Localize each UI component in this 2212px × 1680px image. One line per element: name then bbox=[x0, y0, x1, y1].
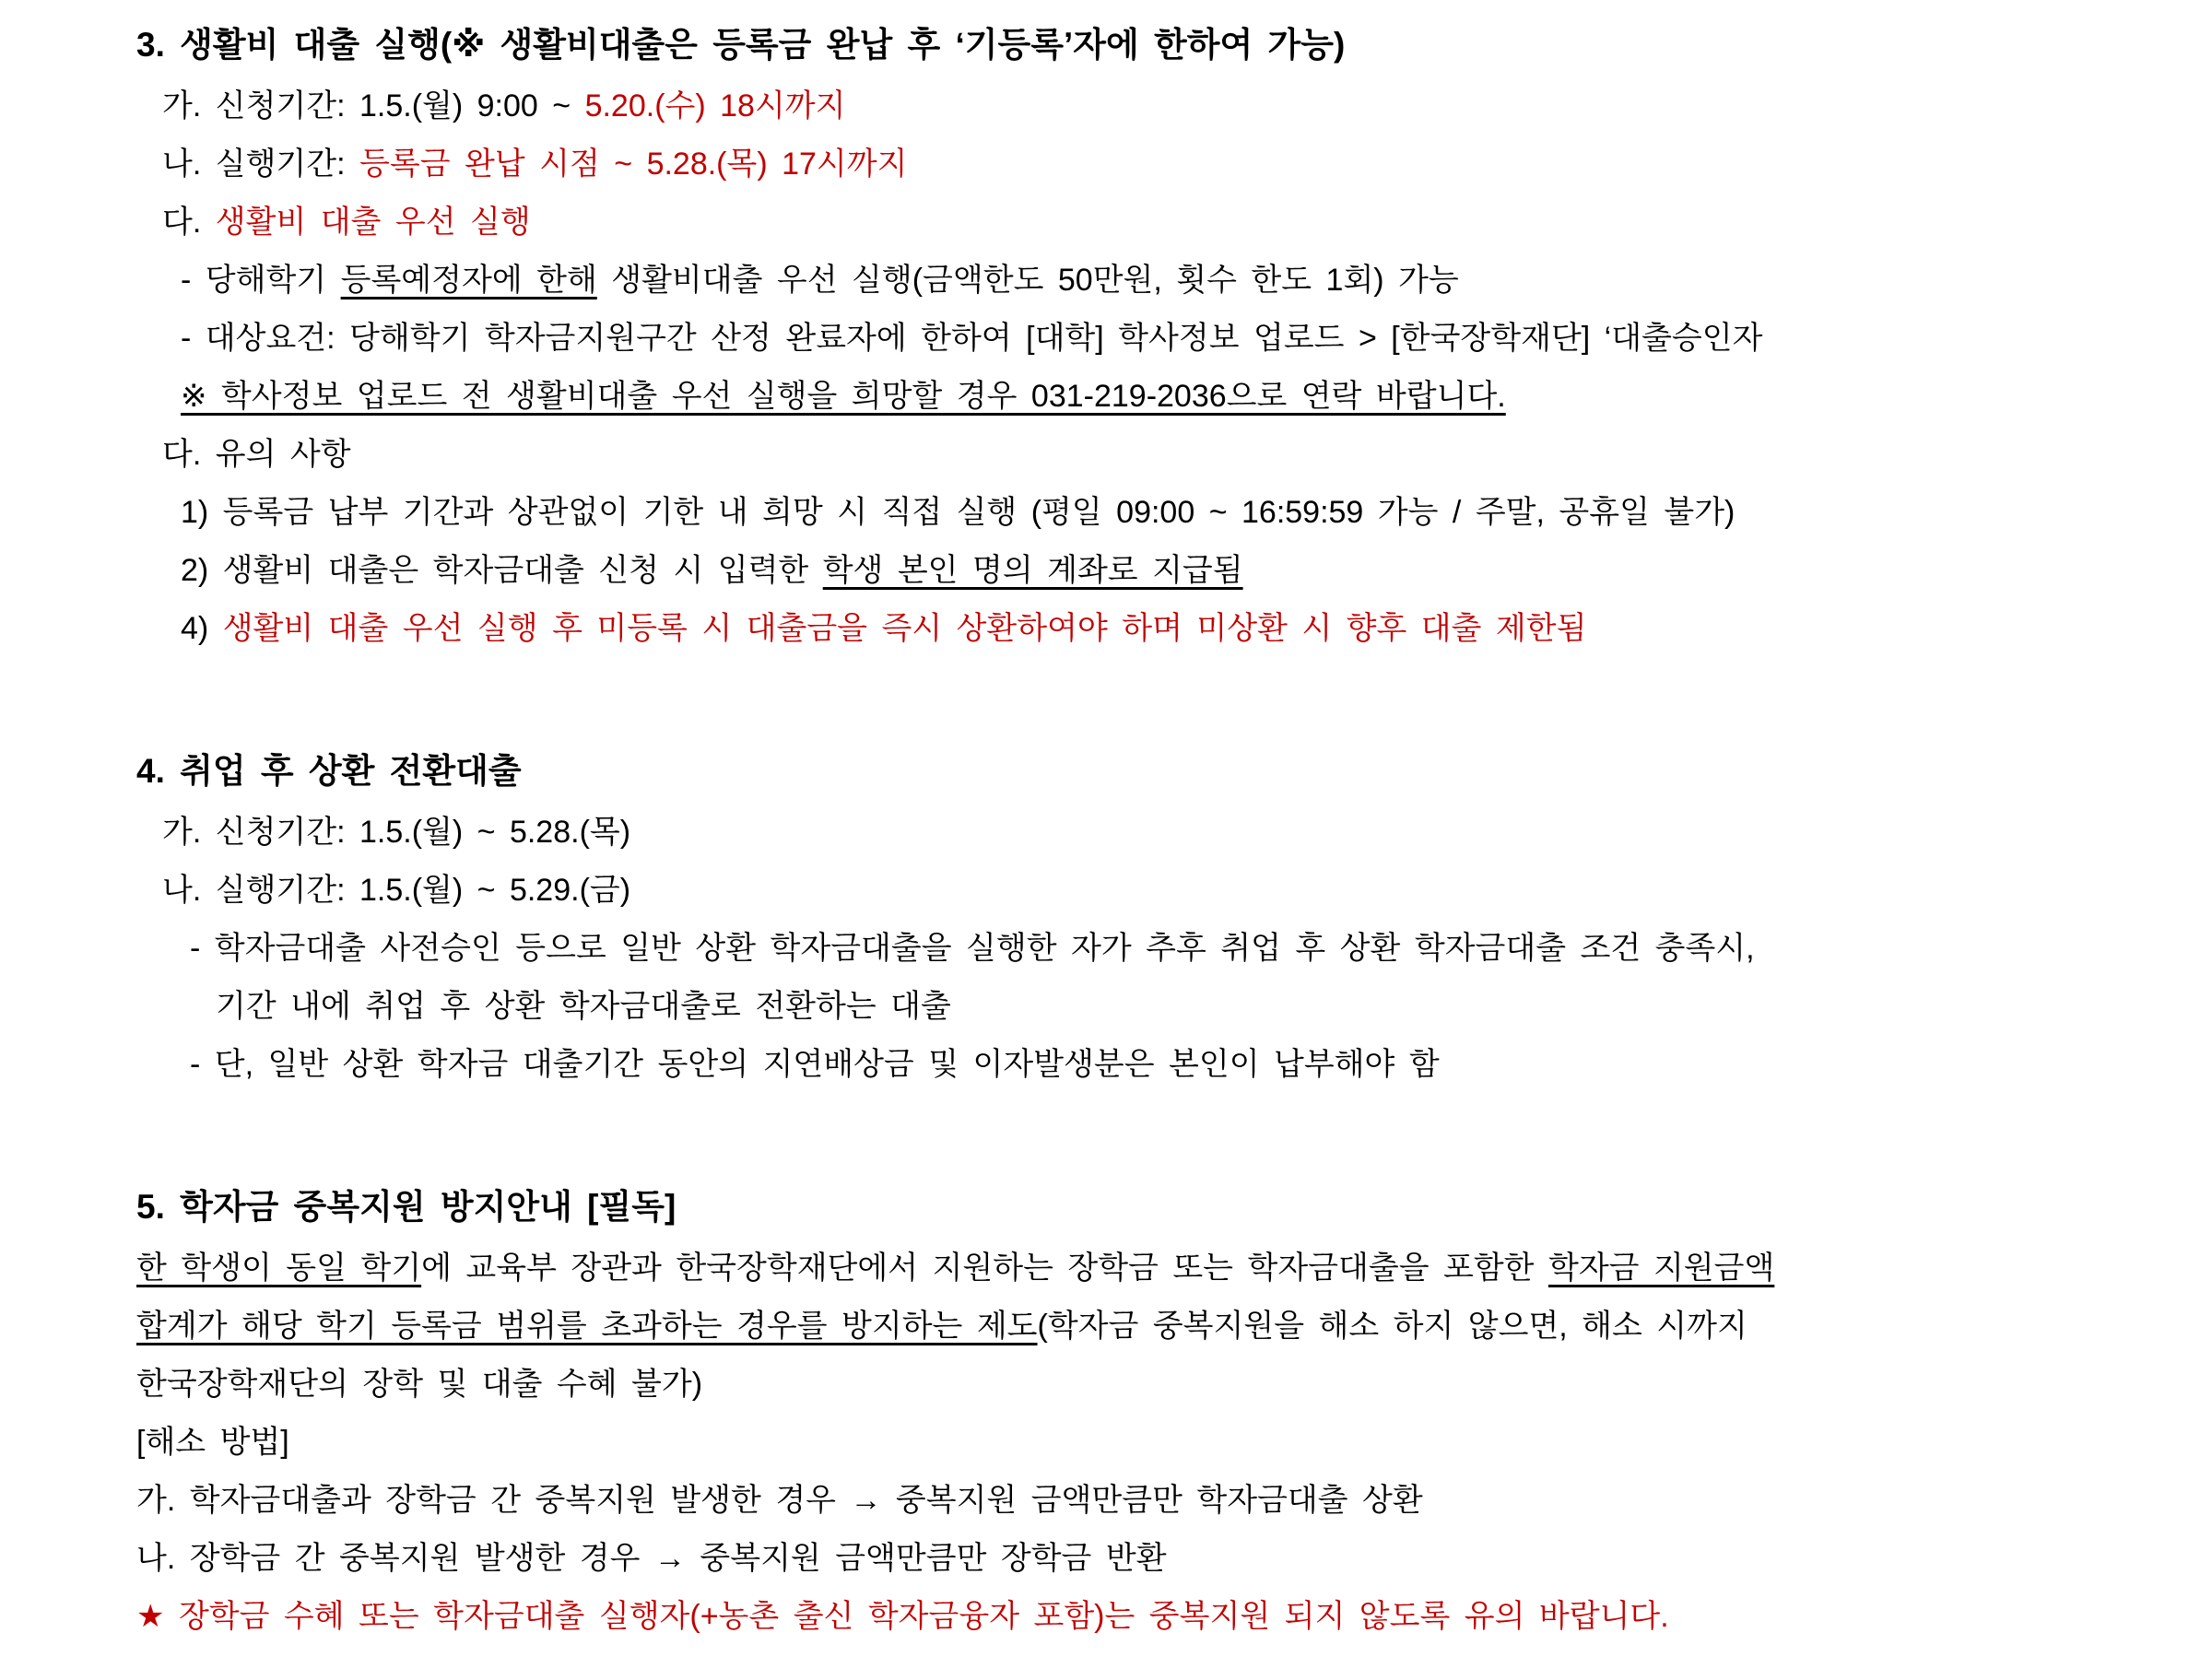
text-segment: (학자금 중복지원을 해소 하지 않으면, 해소 시까지 bbox=[1037, 1309, 1747, 1344]
text-segment: - 대상요건: 당해학기 학자금지원구간 산정 완료자에 한하여 [대학] 학사정보 업로드 > [한국장학재단] ‘대출승인자 bbox=[181, 321, 1763, 356]
document-line bbox=[136, 310, 2157, 368]
document-line bbox=[136, 252, 2157, 310]
text-segment: 생활비대출 우선 실행(금액한도 50만원, 횟수 한도 1회) 가능 bbox=[596, 263, 1459, 298]
section-heading: 3. 생활비 대출 실행(※ 생활비대출은 등록금 완납 후 ‘기등록’자에 한하여 가능) bbox=[136, 26, 1346, 64]
document-line bbox=[136, 77, 2157, 135]
text-segment: 생활비 대출 우선 실행 bbox=[215, 205, 531, 240]
text-segment: 기간 내에 취업 후 상환 학자금대출로 전환하는 대출 bbox=[216, 989, 951, 1024]
text-segment: 가. 신청기간: 1.5.(월) ~ 5.28.(목) bbox=[162, 815, 631, 850]
text-segment: 2) 생활비 대출은 학자금대출 신청 시 입력한 bbox=[181, 553, 823, 588]
text-segment: 한 학생이 동일 학기 bbox=[136, 1251, 422, 1286]
document-line bbox=[136, 1530, 2157, 1588]
document-line bbox=[136, 1356, 2157, 1414]
document-line bbox=[136, 426, 2157, 484]
text-segment: 학자금 지원금액 bbox=[1547, 1251, 1775, 1286]
text-segment: 등록금 완납 시점 ~ 5.28.(목) 17시까지 bbox=[359, 147, 908, 182]
text-segment: 가. 신청기간: 1.5.(월) 9:00 ~ bbox=[162, 88, 585, 123]
text-segment: 가. 학자금대출과 장학금 간 중복지원 발생한 경우 → 중복지원 금액만큼만 학자금대출 상환 bbox=[136, 1483, 1423, 1518]
section-heading: 5. 학자금 중복지원 방지안내 [필독] bbox=[136, 1188, 677, 1226]
document-line bbox=[136, 1414, 2157, 1472]
document-line bbox=[136, 1239, 2157, 1298]
document-line bbox=[136, 804, 2157, 862]
document-line bbox=[136, 484, 2157, 542]
text-segment: 등록예정자에 한해 bbox=[340, 263, 597, 298]
text-segment: - 당해학기 bbox=[181, 263, 341, 298]
text-segment: 1) 등록금 납부 기간과 상관없이 기한 내 희망 시 직접 실행 (평일 09:00 ~ 16:59:59 가능 / 주말, 공휴일 불가) bbox=[181, 495, 1735, 530]
section-living-expense-loan-execution bbox=[136, 13, 2157, 658]
text-segment: 5.20.(수) 18시까지 bbox=[584, 88, 846, 123]
text-segment: 학생 본인 명의 계좌로 지급됨 bbox=[822, 553, 1243, 588]
document-line bbox=[136, 920, 2157, 978]
text-segment: 에 교육부 장관과 한국장학재단에서 지원하는 장학금 또는 학자금대출을 포함한 bbox=[421, 1251, 1548, 1286]
document-line bbox=[136, 1588, 2157, 1646]
text-segment: 4) bbox=[181, 611, 223, 646]
document-line bbox=[136, 368, 2157, 426]
text-segment: 나. 실행기간: 1.5.(월) ~ 5.29.(금) bbox=[162, 873, 631, 908]
document-line bbox=[136, 194, 2157, 252]
text-segment: 다. 유의 사항 bbox=[162, 437, 351, 472]
text-segment: ※ 학사정보 업로드 전 생활비대출 우선 실행을 희망할 경우 031-219-2036으로 연락 바랍니다. bbox=[181, 379, 1506, 414]
section-conversion-loan-after-employment bbox=[136, 739, 2157, 1094]
text-segment: 나. 실행기간: bbox=[162, 147, 360, 182]
document-line bbox=[136, 978, 2157, 1036]
section-duplicate-support-prevention-notice bbox=[136, 1175, 2157, 1646]
text-segment: 한국장학재단의 장학 및 대출 수혜 불가) bbox=[136, 1367, 703, 1402]
section-heading: 4. 취업 후 상환 전환대출 bbox=[136, 752, 522, 790]
text-segment: 나. 장학금 간 중복지원 발생한 경우 → 중복지원 금액만큼만 장학금 반환 bbox=[136, 1541, 1167, 1576]
document-line bbox=[136, 1472, 2157, 1530]
text-segment: 합계가 해당 학기 등록금 범위를 초과하는 경우를 방지하는 제도 bbox=[136, 1309, 1038, 1344]
text-segment: ★ bbox=[136, 1599, 179, 1634]
document-line bbox=[136, 862, 2157, 920]
text-segment: [해소 방법] bbox=[136, 1425, 289, 1460]
text-segment: - 학자금대출 사전승인 등으로 일반 상환 학자금대출을 실행한 자가 추후 취업 후 상환 학자금대출 조건 충족시, bbox=[190, 931, 1755, 966]
text-segment: 다. bbox=[162, 205, 216, 240]
document-line bbox=[136, 542, 2157, 600]
text-segment: 생활비 대출 우선 실행 후 미등록 시 대출금을 즉시 상환하여야 하며 미상환 시 향후 대출 제한됨 bbox=[222, 611, 1587, 646]
text-segment: 장학금 수혜 또는 학자금대출 실행자(+농촌 출신 학자금융자 포함)는 중복지원 되지 않도록 유의 바랍니다. bbox=[178, 1599, 1669, 1634]
document-line bbox=[136, 1298, 2157, 1356]
document-line bbox=[136, 600, 2157, 658]
document-line bbox=[136, 1036, 2157, 1094]
text-segment: - 단, 일반 상환 학자금 대출기간 동안의 지연배상금 및 이자발생분은 본인이 납부해야 함 bbox=[190, 1047, 1440, 1082]
document-line bbox=[136, 135, 2157, 194]
